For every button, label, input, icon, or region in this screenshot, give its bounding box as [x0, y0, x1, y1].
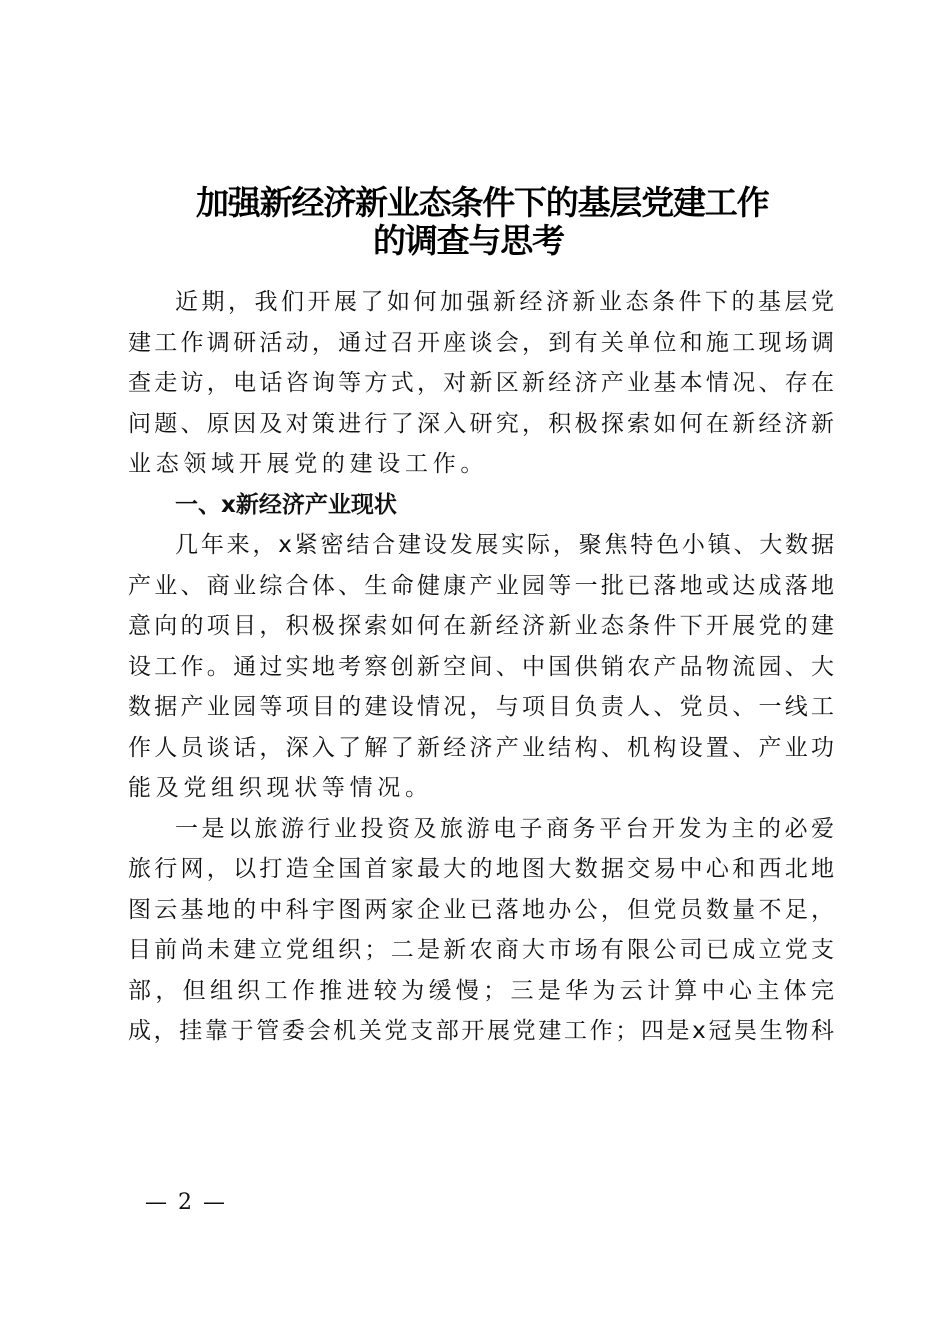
document-title-line-2: 的调查与思考: [373, 221, 564, 260]
paragraph-line: 建工作调研活动，通过召开座谈会，到有关单位和施工现场调: [128, 329, 834, 356]
document-title-line-1: 加强新经济新业态条件下的基层党建工作: [196, 183, 769, 222]
section-heading: 一、x新经济产业现状: [175, 491, 397, 518]
paragraph-line: 作人员谈话，深入了解了新经济产业结构、机构设置、产业功: [128, 734, 834, 761]
paragraph-line: 近期，我们开展了如何加强新经济新业态条件下的基层党: [175, 289, 834, 315]
paragraph-line: 旅行网，以打造全国首家最大的地图大数据交易中心和西北地: [128, 856, 834, 882]
paragraph-line: 设工作。通过实地考察创新空间、中国供销农产品物流园、大: [128, 653, 834, 680]
page-number: — 2 —: [145, 1190, 227, 1215]
paragraph-line: 意向的项目，积极探索如何在新经济新业态条件下开展党的建: [128, 613, 834, 639]
paragraph-line: 能及党组织现状等情况。: [128, 775, 433, 801]
paragraph-3: [128, 809, 834, 1052]
paragraph-line: 产业、商业综合体、生命健康产业园等一批已落地或达成落地: [128, 572, 834, 599]
paragraph-line: 查走访，电话咨询等方式，对新区新经济产业基本情况、存在: [128, 370, 834, 396]
paragraph-2: [128, 525, 834, 809]
intro-paragraph: [128, 282, 834, 485]
paragraph-line: 业态领域开展党的建设工作。: [128, 451, 489, 477]
paragraph-line: 一是以旅游行业投资及旅游电子商务平台开发为主的必爱: [175, 815, 834, 842]
paragraph-line: 部，但组织工作推进较为缓慢；三是华为云计算中心主体完: [128, 977, 834, 1004]
document-body: [128, 282, 834, 1052]
paragraph-line: 图云基地的中科宇图两家企业已落地办公，但党员数量不足，: [128, 896, 834, 923]
paragraph-line: 成，挂靠于管委会机关党支部开展党建工作；四是x冠昊生物科: [128, 1018, 834, 1044]
paragraph-line: 数据产业园等项目的建设情况，与项目负责人、党员、一线工: [128, 694, 834, 720]
paragraph-line: 几年来，x紧密结合建设发展实际，聚焦特色小镇、大数据: [175, 532, 834, 558]
paragraph-line: 问题、原因及对策进行了深入研究，积极探索如何在新经济新: [128, 410, 834, 437]
paragraph-line: 目前尚未建立党组织；二是新农商大市场有限公司已成立党支: [128, 937, 834, 963]
